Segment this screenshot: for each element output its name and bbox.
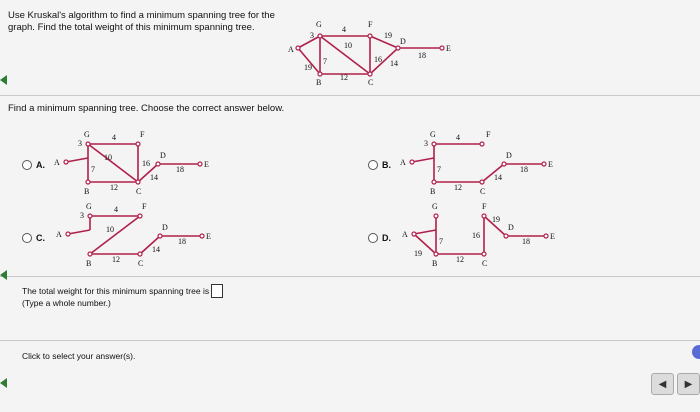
svg-text:C: C [136,187,142,196]
svg-text:14: 14 [152,245,160,254]
svg-text:18: 18 [520,165,528,174]
prev-button[interactable] [651,373,674,395]
left-marker-1 [0,75,7,85]
total-weight-line [22,284,223,298]
weight-19b: 19 [304,63,312,72]
node-f [368,34,372,38]
svg-text:14: 14 [150,173,158,182]
svg-text:19: 19 [414,249,422,258]
option-a[interactable] [22,160,45,170]
svg-text:G: G [430,130,436,139]
weight-3: 3 [310,31,314,40]
node-g [318,34,322,38]
svg-text:G: G [86,202,92,211]
svg-text:G: G [84,130,90,139]
node-c [368,72,372,76]
click-instruction: Click to select your answer(s). [22,351,136,361]
svg-text:14: 14 [494,173,502,182]
total-weight-label: The total weight for this minimum spanning tree is [22,286,210,296]
radio-b[interactable] [368,160,378,170]
label-c: C [368,78,374,87]
svg-text:A: A [54,158,60,167]
option-d-label: D. [382,233,391,243]
svg-text:7: 7 [91,165,95,174]
option-d-graph [398,200,568,270]
left-marker-2 [0,270,7,280]
weight-4: 4 [342,25,346,34]
label-a: A [288,45,294,54]
svg-text:10: 10 [104,153,112,162]
svg-text:4: 4 [114,205,118,214]
svg-text:3: 3 [78,139,82,148]
svg-text:4: 4 [456,133,460,142]
svg-text:16: 16 [472,231,480,240]
svg-text:7: 7 [437,165,441,174]
radio-d[interactable] [368,233,378,243]
weight-16: 16 [374,55,382,64]
option-c-label: C. [36,233,45,243]
svg-text:F: F [486,130,491,139]
svg-text:B: B [432,259,438,268]
weight-19a: 19 [384,31,392,40]
svg-text:D: D [506,151,512,160]
svg-text:A: A [56,230,62,239]
label-d: D [400,37,406,46]
answer-hint: (Type a whole number.) [22,298,111,308]
option-b-label: B. [382,160,391,170]
divider-mid [0,276,700,277]
svg-text:C: C [480,187,486,196]
weight-10: 10 [344,41,352,50]
svg-text:D: D [162,223,168,232]
chevron-right-icon: ▶ [684,378,693,390]
svg-text:C: C [482,259,488,268]
svg-text:E: E [550,232,555,241]
option-a-graph [50,128,220,198]
option-a-label: A. [36,160,45,170]
help-icon[interactable] [692,345,700,359]
svg-text:E: E [548,160,553,169]
node-b [318,72,322,76]
svg-text:12: 12 [454,183,462,192]
node-a [296,46,300,50]
svg-text:G: G [432,202,438,211]
left-marker-3 [0,378,7,388]
svg-text:B: B [430,187,436,196]
label-b: B [316,78,322,87]
svg-text:F: F [140,130,145,139]
svg-text:F: F [142,202,147,211]
svg-text:12: 12 [112,255,120,264]
weight-14: 14 [390,59,398,68]
weight-18: 18 [418,51,426,60]
radio-a[interactable] [22,160,32,170]
question-prompt: Use Kruskal's algorithm to find a minimum spanning tree for the graph. Find the total weight of this minimum spanning tree. [8,10,275,33]
label-g: G [316,20,322,29]
svg-text:D: D [508,223,514,232]
svg-text:D: D [160,151,166,160]
option-c[interactable] [22,233,45,243]
svg-text:19: 19 [492,215,500,224]
svg-text:18: 18 [176,165,184,174]
svg-text:3: 3 [80,211,84,220]
svg-text:A: A [402,230,408,239]
sub-prompt: Find a minimum spanning tree. Choose the correct answer below. [8,103,285,114]
next-button[interactable] [677,373,700,395]
divider-top [0,95,700,96]
option-c-graph [50,200,220,270]
svg-text:16: 16 [142,159,150,168]
node-e [440,46,444,50]
svg-text:12: 12 [456,255,464,264]
main-graph [290,14,460,94]
radio-c[interactable] [22,233,32,243]
weight-7: 7 [323,57,327,66]
svg-text:18: 18 [522,237,530,246]
svg-text:10: 10 [106,225,114,234]
svg-text:12: 12 [110,183,118,192]
divider-bottom [0,340,700,341]
total-weight-input[interactable] [211,284,223,298]
svg-text:4: 4 [112,133,116,142]
svg-text:C: C [138,259,144,268]
label-e: E [446,44,451,53]
node-d [396,46,400,50]
edge-a-g [298,36,320,48]
nav-bar [648,373,700,395]
chevron-left-icon: ◀ [658,378,667,390]
svg-text:B: B [84,187,90,196]
svg-text:7: 7 [439,237,443,246]
svg-text:3: 3 [424,139,428,148]
option-d[interactable] [368,233,391,243]
option-b[interactable] [368,160,391,170]
svg-text:A: A [400,158,406,167]
label-f: F [368,20,373,29]
svg-text:18: 18 [178,237,186,246]
svg-text:F: F [482,202,487,211]
option-b-graph [398,128,568,198]
weight-12: 12 [340,73,348,82]
svg-text:B: B [86,259,92,268]
svg-text:E: E [206,232,211,241]
svg-text:E: E [204,160,209,169]
